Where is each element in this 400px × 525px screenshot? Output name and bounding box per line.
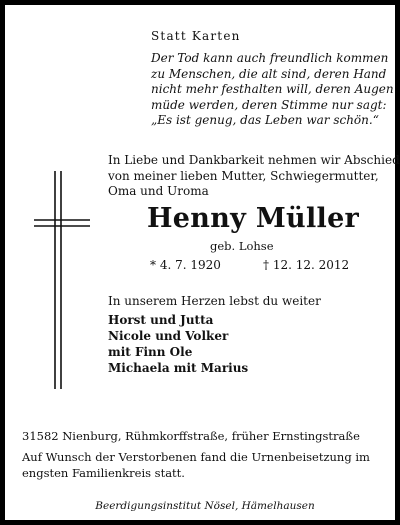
intro-line: Oma und Uroma [108,184,209,198]
cross-icon [33,170,91,390]
death-date: † 12. 12. 2012 [263,258,350,272]
deceased-name: Henny Müller [147,203,360,234]
notice-line: engsten Familienkreis statt. [22,465,185,480]
intro-line: von meiner lieben Mutter, Schwiegermutter, [108,168,379,183]
mourner-name: Michaela mit Marius [108,361,249,375]
poem-line: nicht mehr festhalten will, deren Augen [151,82,394,96]
poem-line: „Es ist genug, das Leben war schön.“ [151,113,379,127]
poem-line: müde werden, deren Stimme nur sagt: [151,97,387,112]
maiden-name: geb. Lohse [210,239,274,253]
notice-line: Auf Wunsch der Verstorbenen fand die Urnenbeisetzung im [22,450,370,464]
mourners-tagline: In unserem Herzen lebst du weiter [108,294,321,308]
birth-date: * 4. 7. 1920 [150,258,221,272]
mourner-name: Nicole und Volker [108,329,229,343]
poem-line: Der Tod kann auch freundlich kommen [151,51,389,65]
intro-line: In Liebe und Dankbarkeit nehmen wir Abschied [108,153,400,167]
mourner-name: mit Finn Ole [108,345,193,359]
intro-text [108,153,400,200]
header-statt-karten: Statt Karten [151,29,241,43]
mourner-name: Horst und Jutta [108,313,214,327]
poem [151,51,394,129]
poem-line: zu Menschen, die alt sind, deren Hand [151,66,387,81]
mourners-list [108,312,248,376]
burial-notice [22,450,370,481]
address: 31582 Nienburg, Rühmkorffstraße, früher Ernstingstraße [22,429,360,443]
undertaker: Beerdigungsinstitut Nösel, Hämelhausen [95,500,315,512]
